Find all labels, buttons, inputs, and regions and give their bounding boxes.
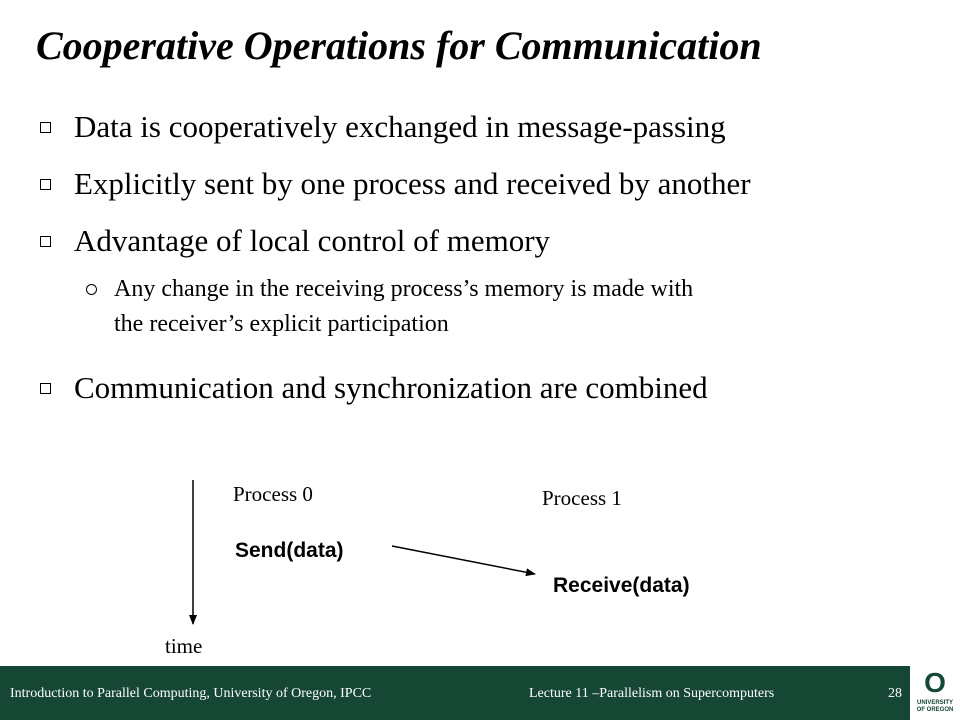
bullet-text: Communication and synchronization are combined [74, 370, 708, 405]
slide-title: Cooperative Operations for Communication [36, 23, 762, 68]
sub-bullet-line-2: the receiver’s explicit participation [114, 310, 449, 337]
slide-footer [0, 666, 960, 720]
time-label: time [165, 634, 203, 658]
receive-operation: Receive(data) [553, 574, 690, 597]
footer-course: Introduction to Parallel Computing, University of Oregon, IPCC [10, 686, 372, 701]
logo-wordmark [912, 700, 958, 714]
message-arrow [392, 546, 535, 574]
logo-line-1: UNIVERSITY [916, 700, 953, 706]
bullet-text: Explicitly sent by one process and received by another [74, 166, 751, 201]
process-1-label: Process 1 [542, 486, 622, 510]
process-0-label: Process 0 [233, 482, 313, 506]
sub-bullet-line-1: Any change in the receiving process’s memory is made with [114, 276, 694, 302]
page-number: 28 [888, 686, 902, 701]
bullet-text: Advantage of local control of memory [74, 223, 551, 258]
bullet-text: Data is cooperatively exchanged in message-passing [74, 109, 726, 144]
logo-line-2: OF OREGON [916, 707, 954, 713]
send-operation: Send(data) [235, 539, 344, 562]
footer-lecture: Lecture 11 –Parallelism on Supercomputers [529, 686, 775, 701]
o-logo-mark: O [924, 667, 946, 698]
university-of-oregon-logo [910, 666, 960, 720]
